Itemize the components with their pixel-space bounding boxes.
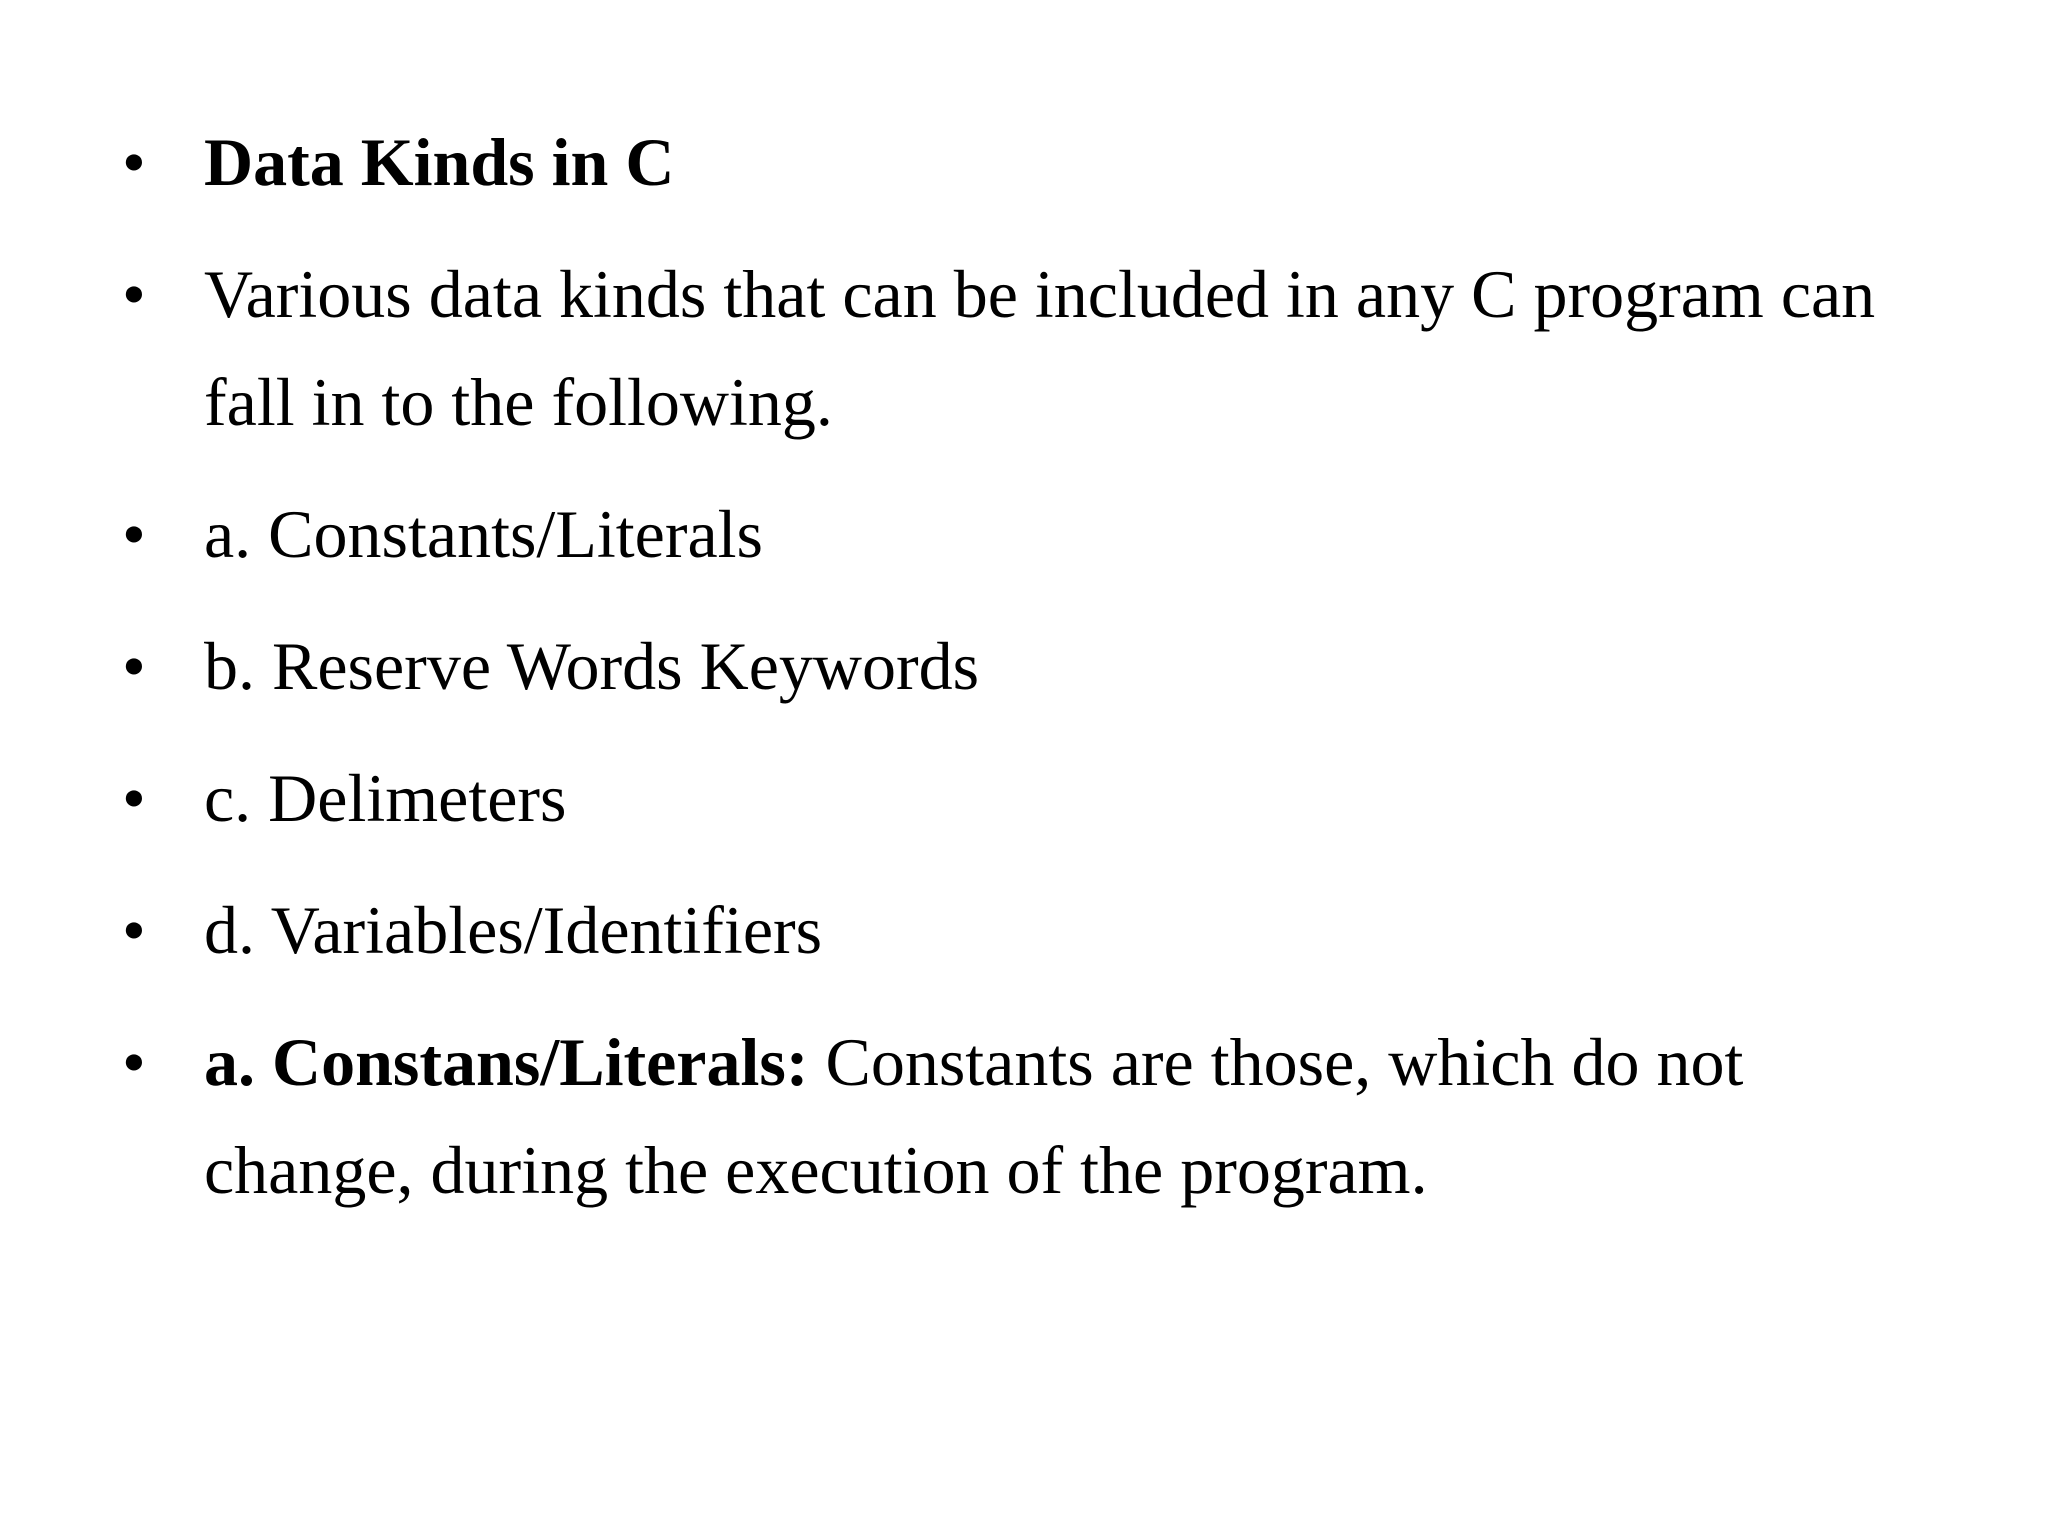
variables-text: d. Variables/Identifiers: [204, 892, 823, 968]
constants-text: a. Constants/Literals: [204, 496, 764, 572]
bullet-item-keywords: [122, 612, 1962, 720]
bullet-item-variables: [122, 876, 1962, 984]
intro-text: Various data kinds that can be included in any C program can fall in to the following.: [204, 256, 1876, 440]
definition-text: Constants are those, which do not change, during the execution of the program.: [204, 1024, 1744, 1208]
bullet-item-intro: [122, 240, 1962, 456]
delimeters-text: c. Delimeters: [204, 760, 567, 836]
bullet-item-definition: [122, 1008, 1962, 1224]
bullet-icon: •: [122, 892, 146, 968]
keywords-text: b. Reserve Words Keywords: [204, 628, 980, 704]
bullet-icon: •: [122, 1024, 146, 1100]
bullet-icon: •: [122, 256, 146, 332]
bullet-icon: •: [122, 124, 146, 200]
bullet-icon: •: [122, 496, 146, 572]
bullet-icon: •: [122, 760, 146, 836]
bullet-item-title: [122, 108, 1962, 216]
slide-heading: Data Kinds in C: [204, 124, 675, 200]
bullet-list: [122, 108, 1962, 1248]
bullet-item-delimeters: [122, 744, 1962, 852]
bullet-icon: •: [122, 628, 146, 704]
bullet-item-constants: [122, 480, 1962, 588]
definition-term: a. Constans/Literals:: [204, 1024, 809, 1100]
